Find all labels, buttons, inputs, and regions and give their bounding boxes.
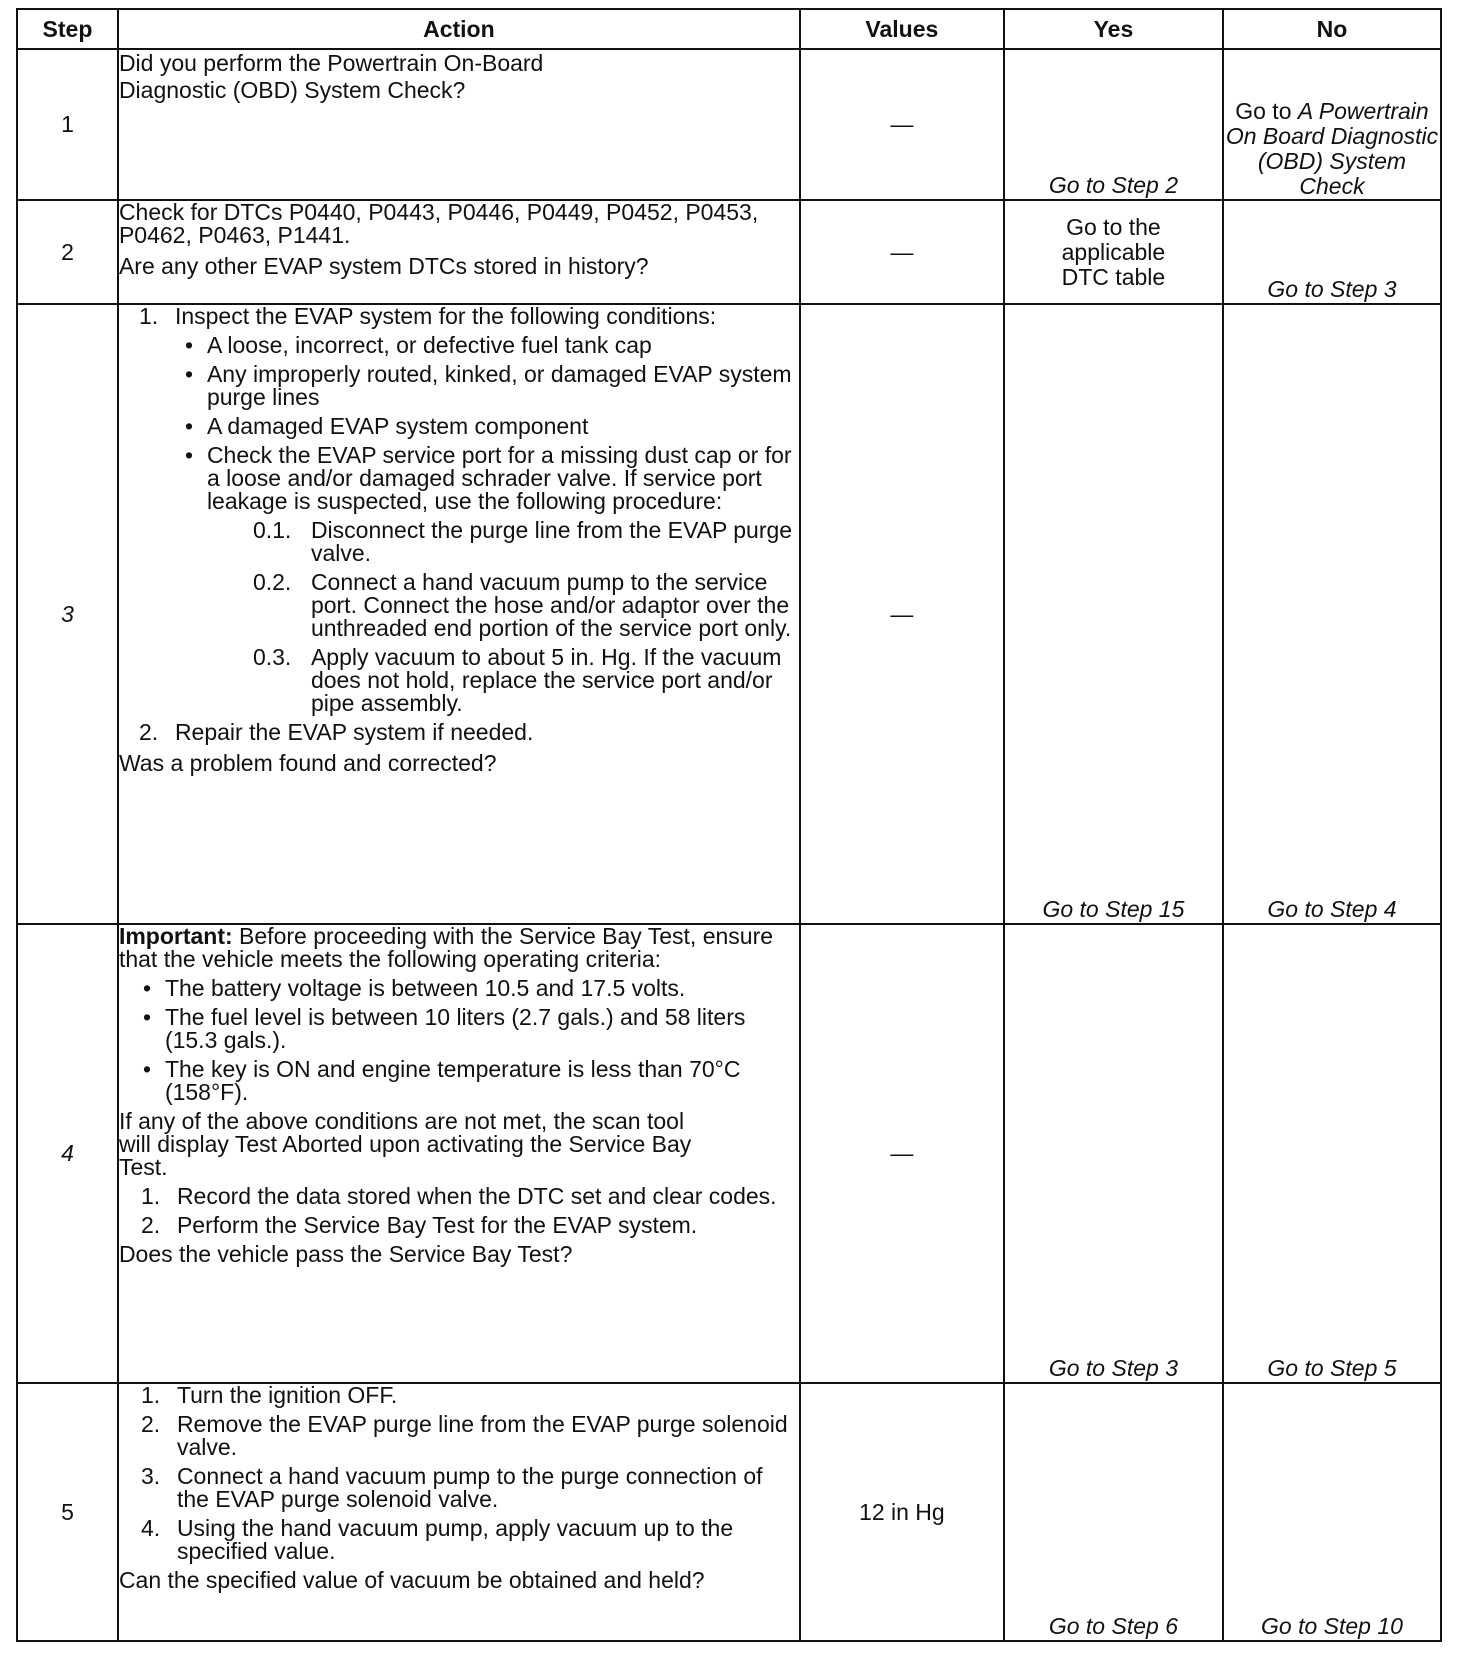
list-item: 2. Remove the EVAP purge line from the EVAP purge solenoid valve. — [140, 1411, 788, 1461]
list-item: • A damaged EVAP system component — [184, 413, 589, 440]
table-row — [17, 200, 1441, 304]
step-number: 5 — [17, 1383, 118, 1641]
action-question: Can the specified value of vacuum be obtained and held? — [118, 1567, 705, 1594]
no-link[interactable] — [1223, 49, 1441, 200]
important-note: Important: Before proceeding with the Service Bay Test, ensure that the vehicle meets the following operating criteria: — [118, 922, 774, 972]
action-cell — [118, 200, 800, 304]
step-number: 2 — [17, 200, 118, 304]
table-row — [17, 49, 1441, 200]
action-text: If any of the above conditions are not met, the scan tool will display Test Aborted upon activating the Service Bay Test. — [118, 1107, 692, 1180]
action-cell — [118, 924, 800, 1384]
no-link[interactable]: Go to Step 10 — [1223, 1383, 1441, 1641]
values-cell: — — [800, 304, 1004, 923]
list-item: 1. Inspect the EVAP system for the following conditions: — [138, 303, 717, 330]
action-question: Does the vehicle pass the Service Bay Test? — [118, 1240, 573, 1267]
step-number: 3 — [17, 304, 118, 923]
list-item: • The fuel level is between 10 liters (2.7 gals.) and 58 liters (15.3 gals.). — [142, 1003, 746, 1053]
yes-link[interactable]: Go to the applicable DTC table — [1004, 200, 1223, 304]
diagnostic-table — [16, 8, 1442, 1642]
values-cell: — — [800, 49, 1004, 200]
list-item: 0.1. Disconnect the purge line from the EVAP purge valve. — [252, 517, 793, 567]
header-row — [17, 9, 1441, 49]
header-step: Step — [17, 9, 118, 49]
no-link[interactable]: Go to Step 4 — [1223, 304, 1441, 923]
list-item: 1. Record the data stored when the DTC set and clear codes. — [140, 1182, 777, 1209]
list-item: 0.2. Connect a hand vacuum pump to the service port. Connect the hose and/or adaptor over the unthreaded end portion of the service port only. — [252, 569, 792, 642]
important-label: Important: — [118, 922, 233, 949]
values-cell: — — [800, 200, 1004, 304]
table-row — [17, 924, 1441, 1384]
action-question: Are any other EVAP system DTCs stored in history? — [118, 253, 649, 280]
list-item: • Any improperly routed, kinked, or damaged EVAP system purge lines — [184, 361, 792, 411]
step-number: 1 — [17, 49, 118, 200]
no-link[interactable]: Go to Step 3 — [1223, 200, 1441, 304]
header-action: Action — [118, 9, 800, 49]
yes-link[interactable]: Go to Step 3 — [1004, 924, 1223, 1384]
list-item: 3. Connect a hand vacuum pump to the purge connection of the EVAP purge solenoid valve. — [140, 1463, 763, 1513]
yes-link[interactable]: Go to Step 2 — [1004, 49, 1223, 200]
list-item: 0.3. Apply vacuum to about 5 in. Hg. If the vacuum does not hold, replace the service port and/or pipe assembly. — [252, 644, 782, 717]
list-item: • The battery voltage is between 10.5 and 17.5 volts. — [142, 974, 686, 1001]
action-cell — [118, 1383, 800, 1641]
list-item: 4. Using the hand vacuum pump, apply vacuum up to the specified value. — [140, 1515, 734, 1565]
step-number: 4 — [17, 924, 118, 1384]
table-row — [17, 304, 1441, 923]
values-cell: 12 in Hg — [800, 1383, 1004, 1641]
header-values: Values — [800, 9, 1004, 49]
list-item: • The key is ON and engine temperature is less than 70°C (158°F). — [142, 1055, 741, 1105]
action-cell — [118, 49, 800, 200]
action-text: Check for DTCs P0440, P0443, P0446, P0449, P0452, P0453, P0462, P0463, P1441. — [118, 199, 759, 249]
no-link-target: A Powertrain On Board Diagnostic (OBD) System Check — [1225, 98, 1439, 200]
list-item: • A loose, incorrect, or defective fuel tank cap — [184, 332, 652, 359]
table-row — [17, 1383, 1441, 1641]
action-question: Was a problem found and corrected? — [118, 750, 497, 777]
header-no: No — [1223, 9, 1441, 49]
values-cell: — — [800, 924, 1004, 1384]
no-link-prefix: Go to — [1235, 98, 1292, 125]
list-item: • Check the EVAP service port for a missing dust cap or for a loose and/or damaged schrader valve. If service port leakage is suspected, use the following procedure: — [184, 442, 792, 515]
action-cell — [118, 304, 800, 923]
list-item: 2. Perform the Service Bay Test for the EVAP system. — [140, 1211, 698, 1238]
yes-link[interactable]: Go to Step 15 — [1004, 304, 1223, 923]
no-link[interactable]: Go to Step 5 — [1223, 924, 1441, 1384]
list-item: 2. Repair the EVAP system if needed. — [138, 719, 534, 746]
header-yes: Yes — [1004, 9, 1223, 49]
action-question: Did you perform the Powertrain On-Board Diagnostic (OBD) System Check? — [118, 50, 544, 103]
list-item: 1. Turn the ignition OFF. — [140, 1382, 398, 1409]
yes-link[interactable]: Go to Step 6 — [1004, 1383, 1223, 1641]
